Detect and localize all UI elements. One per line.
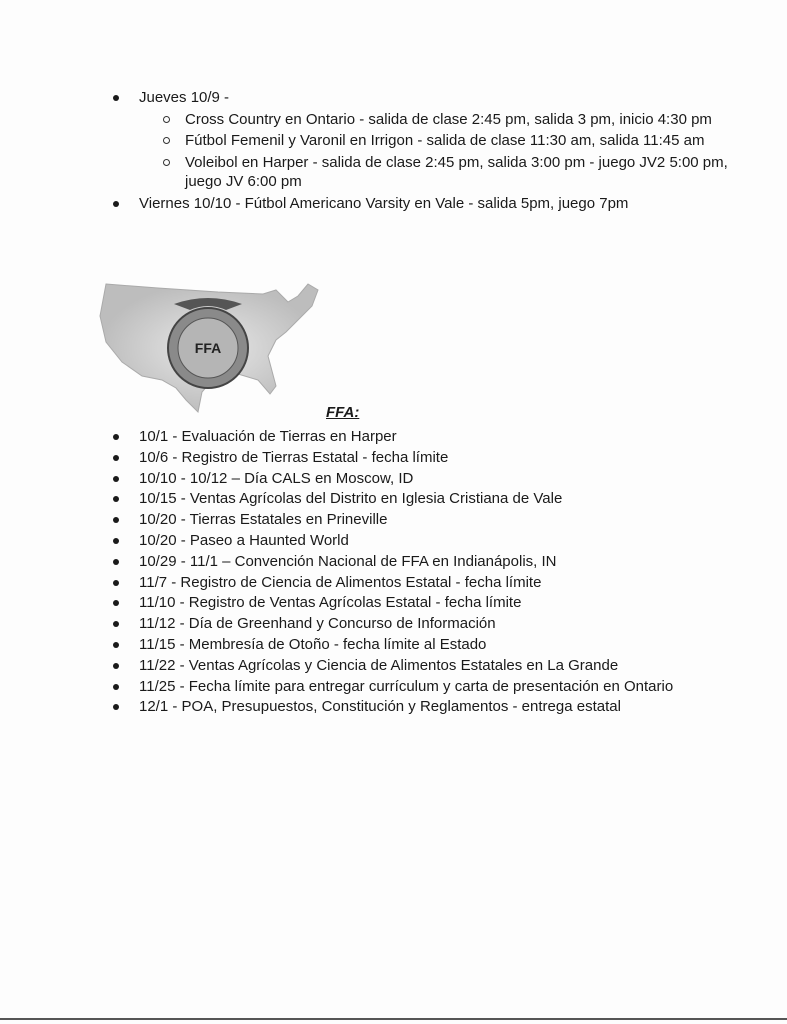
scan-edge-line — [0, 1018, 787, 1020]
list-item: 10/29 - 11/1 – Convención Nacional de FFA en Indianápolis, IN — [139, 552, 779, 573]
list-item: 10/20 - Paseo a Haunted World — [139, 531, 779, 552]
list-item: 11/10 - Registro de Ventas Agrícolas Estatal - fecha límite — [139, 593, 779, 614]
day-label: Jueves 10/9 - — [139, 89, 230, 106]
list-item: 11/15 - Membresía de Otoño - fecha límite al Estado — [139, 635, 779, 656]
sub-list-item: Fútbol Femenil y Varonil en Irrigon - salida de clase 11:30 am, salida 11:45 am — [185, 131, 739, 151]
sub-list-item: Voleibol en Harper - salida de clase 2:45 pm, salida 3:00 pm - juego JV2 5:00 pm, juego JV 6:00 pm — [185, 153, 739, 192]
logo-text: FFA — [194, 340, 222, 356]
sports-schedule-list — [139, 88, 739, 215]
list-item: 10/20 - Tierras Estatales en Prineville — [139, 510, 779, 531]
list-item — [139, 88, 739, 192]
list-item: 11/22 - Ventas Agrícolas y Ciencia de Alimentos Estatales en La Grande — [139, 656, 779, 677]
list-item: Viernes 10/10 - Fútbol Americano Varsity en Vale - salida 5pm, juego 7pm — [139, 194, 739, 214]
list-item: 12/1 - POA, Presupuestos, Constitución y Reglamentos - entrega estatal — [139, 697, 779, 718]
sub-list — [185, 110, 739, 192]
list-item: 10/1 - Evaluación de Tierras en Harper — [139, 427, 779, 448]
list-item: 11/12 - Día de Greenhand y Concurso de Información — [139, 614, 779, 635]
sub-list-item: Cross Country en Ontario - salida de clase 2:45 pm, salida 3 pm, inicio 4:30 pm — [185, 110, 739, 130]
list-item: 10/15 - Ventas Agrícolas del Distrito en Iglesia Cristiana de Vale — [139, 489, 779, 510]
list-item: 10/10 - 10/12 – Día CALS en Moscow, ID — [139, 469, 779, 490]
ffa-map-emblem-logo — [98, 276, 323, 422]
ffa-section-title: FFA: — [326, 404, 360, 421]
list-item: 10/6 - Registro de Tierras Estatal - fecha límite — [139, 448, 779, 469]
list-item: 11/25 - Fecha límite para entregar currículum y carta de presentación en Ontario — [139, 677, 779, 698]
list-item: 11/7 - Registro de Ciencia de Alimentos Estatal - fecha límite — [139, 573, 779, 594]
ffa-events-list — [139, 427, 779, 718]
